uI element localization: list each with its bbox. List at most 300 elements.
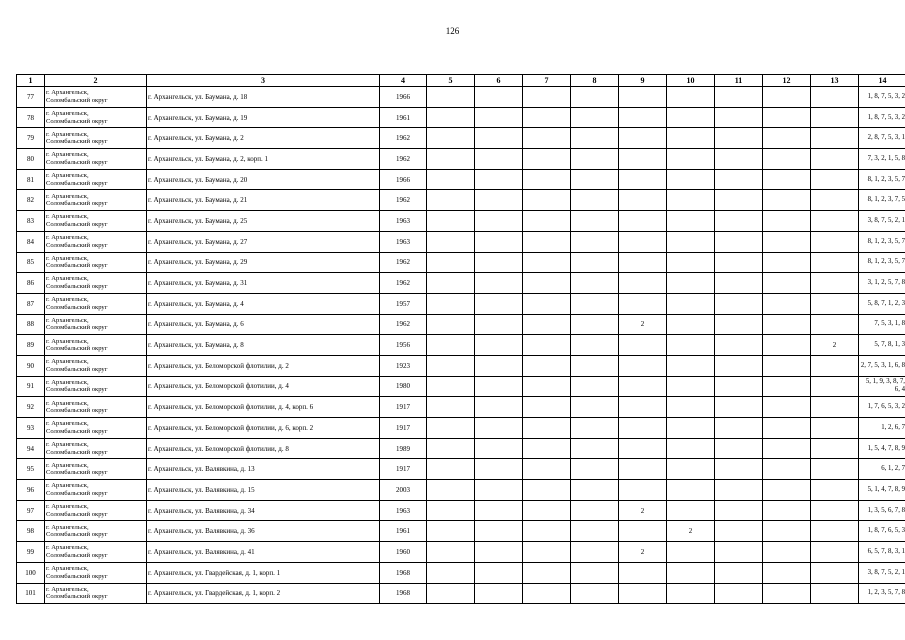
district-text: Соломбальский округ <box>46 117 108 125</box>
column-8-cell <box>571 252 619 273</box>
year-cell: 1960 <box>380 542 427 563</box>
row-number-cell: 100 <box>17 562 45 583</box>
column-5-cell <box>427 128 475 149</box>
column-8-cell <box>571 149 619 170</box>
column-9-cell <box>619 376 667 397</box>
column-5-cell <box>427 376 475 397</box>
row-number-cell: 86 <box>17 273 45 294</box>
district-cell <box>45 107 147 128</box>
column-6-cell <box>475 438 523 459</box>
column-8-cell <box>571 128 619 149</box>
address-cell: г. Архангельск, ул. Беломорской флотилии, д. 4, корп. 6 <box>147 397 380 418</box>
district-cell <box>45 583 147 604</box>
column-header: 12 <box>763 75 811 87</box>
column-6-cell <box>475 542 523 563</box>
column-8-cell <box>571 438 619 459</box>
city-text: г. Архангельск, <box>46 420 89 428</box>
column-7-cell <box>523 376 571 397</box>
column-14-cell: 5, 8, 7, 1, 2, 3 <box>859 293 905 314</box>
column-8-cell <box>571 314 619 335</box>
column-12-cell <box>763 583 811 604</box>
city-text: г. Архангельск, <box>46 192 89 200</box>
column-7-cell <box>523 128 571 149</box>
city-text: г. Архангельск, <box>46 213 89 221</box>
row-number-cell: 80 <box>17 149 45 170</box>
row-number-cell: 97 <box>17 500 45 521</box>
city-text: г. Архангельск, <box>46 358 89 366</box>
column-8-cell <box>571 376 619 397</box>
column-7-cell <box>523 480 571 501</box>
district-cell <box>45 314 147 335</box>
city-text: г. Архангельск, <box>46 461 89 469</box>
address-cell: г. Архангельск, ул. Валявкина, д. 15 <box>147 480 380 501</box>
column-9-cell <box>619 211 667 232</box>
column-7-cell <box>523 149 571 170</box>
column-5-cell <box>427 314 475 335</box>
column-11-cell <box>715 562 763 583</box>
table-body <box>17 87 905 604</box>
table-row <box>17 169 905 190</box>
column-5-cell <box>427 87 475 108</box>
column-header: 10 <box>667 75 715 87</box>
table-row <box>17 252 905 273</box>
address-cell: г. Архангельск, ул. Баумана, д. 18 <box>147 87 380 108</box>
column-5-cell <box>427 107 475 128</box>
column-5-cell <box>427 149 475 170</box>
district-text: Соломбальский округ <box>46 531 108 539</box>
district-cell <box>45 418 147 439</box>
column-10-cell <box>667 211 715 232</box>
table-row <box>17 542 905 563</box>
column-10-cell <box>667 169 715 190</box>
address-cell: г. Архангельск, ул. Баумана, д. 20 <box>147 169 380 190</box>
city-text: г. Архангельск, <box>46 275 89 283</box>
column-6-cell <box>475 231 523 252</box>
column-5-cell <box>427 231 475 252</box>
column-5-cell <box>427 273 475 294</box>
column-6-cell <box>475 107 523 128</box>
column-5-cell <box>427 397 475 418</box>
column-9-cell <box>619 87 667 108</box>
column-12-cell <box>763 500 811 521</box>
address-cell: г. Архангельск, ул. Беломорской флотилии, д. 4 <box>147 376 380 397</box>
column-10-cell <box>667 314 715 335</box>
column-14-cell: 7, 3, 2, 1, 5, 8 <box>859 149 905 170</box>
column-14-cell: 5, 7, 8, 1, 3 <box>859 335 905 356</box>
district-text: Соломбальский округ <box>46 200 108 208</box>
district-text: Соломбальский округ <box>46 303 108 311</box>
address-cell: г. Архангельск, ул. Баумана, д. 8 <box>147 335 380 356</box>
district-cell <box>45 521 147 542</box>
year-cell: 1962 <box>380 314 427 335</box>
column-13-cell <box>811 418 859 439</box>
column-6-cell <box>475 169 523 190</box>
district-cell <box>45 252 147 273</box>
column-7-cell <box>523 107 571 128</box>
column-13-cell <box>811 583 859 604</box>
table-row <box>17 480 905 501</box>
district-cell <box>45 128 147 149</box>
district-text: Соломбальский округ <box>46 220 108 228</box>
column-10-cell <box>667 418 715 439</box>
column-5-cell <box>427 169 475 190</box>
column-6-cell <box>475 273 523 294</box>
column-12-cell <box>763 211 811 232</box>
column-7-cell <box>523 500 571 521</box>
column-12-cell <box>763 335 811 356</box>
column-10-cell: 2 <box>667 521 715 542</box>
address-cell: г. Архангельск, ул. Баумана, д. 4 <box>147 293 380 314</box>
column-11-cell <box>715 583 763 604</box>
column-8-cell <box>571 169 619 190</box>
district-text: Соломбальский округ <box>46 96 108 104</box>
table-row <box>17 376 905 397</box>
column-header: 3 <box>147 75 380 87</box>
address-cell: г. Архангельск, ул. Баумана, д. 27 <box>147 231 380 252</box>
row-number-cell: 94 <box>17 438 45 459</box>
column-7-cell <box>523 355 571 376</box>
column-10-cell <box>667 252 715 273</box>
city-text: г. Архангельск, <box>46 585 89 593</box>
column-6-cell <box>475 562 523 583</box>
column-11-cell <box>715 500 763 521</box>
column-11-cell <box>715 376 763 397</box>
column-header: 7 <box>523 75 571 87</box>
column-6-cell <box>475 252 523 273</box>
column-12-cell <box>763 87 811 108</box>
column-10-cell <box>667 335 715 356</box>
column-13-cell <box>811 459 859 480</box>
district-cell <box>45 438 147 459</box>
column-14-cell: 3, 1, 2, 5, 7, 8 <box>859 273 905 294</box>
page-number: 126 <box>445 26 460 36</box>
district-text: Соломбальский округ <box>46 572 108 580</box>
column-8-cell <box>571 355 619 376</box>
year-cell: 1957 <box>380 293 427 314</box>
column-8-cell <box>571 583 619 604</box>
address-cell: г. Архангельск, ул. Беломорской флотилии, д. 8 <box>147 438 380 459</box>
column-5-cell <box>427 355 475 376</box>
row-number-cell: 82 <box>17 190 45 211</box>
year-cell: 1917 <box>380 397 427 418</box>
district-text: Соломбальский округ <box>46 510 108 518</box>
city-text: г. Архангельск, <box>46 337 89 345</box>
column-13-cell <box>811 500 859 521</box>
address-cell: г. Архангельск, ул. Баумана, д. 2, корп. 1 <box>147 149 380 170</box>
address-cell: г. Архангельск, ул. Валявкина, д. 13 <box>147 459 380 480</box>
city-text: г. Архангельск, <box>46 378 89 386</box>
column-7-cell <box>523 87 571 108</box>
column-14-cell: 1, 3, 5, 6, 7, 8 <box>859 500 905 521</box>
year-cell: 1962 <box>380 149 427 170</box>
column-8-cell <box>571 500 619 521</box>
column-14-cell: 1, 8, 7, 5, 3, 2 <box>859 107 905 128</box>
address-cell: г. Архангельск, ул. Валявкина, д. 34 <box>147 500 380 521</box>
column-13-cell <box>811 438 859 459</box>
column-11-cell <box>715 314 763 335</box>
column-10-cell <box>667 190 715 211</box>
year-cell: 1956 <box>380 335 427 356</box>
column-12-cell <box>763 521 811 542</box>
row-number-cell: 96 <box>17 480 45 501</box>
column-header: 14 <box>859 75 905 87</box>
table-row <box>17 211 905 232</box>
column-11-cell <box>715 252 763 273</box>
address-cell: г. Архангельск, ул. Гвардейская, д. 1, корп. 1 <box>147 562 380 583</box>
row-number-cell: 90 <box>17 355 45 376</box>
column-11-cell <box>715 355 763 376</box>
city-text: г. Архангельск, <box>46 503 89 510</box>
row-number-cell: 78 <box>17 107 45 128</box>
column-9-cell <box>619 335 667 356</box>
column-13-cell <box>811 376 859 397</box>
column-6-cell <box>475 335 523 356</box>
column-9-cell <box>619 128 667 149</box>
address-cell: г. Архангельск, ул. Беломорской флотилии, д. 6, корп. 2 <box>147 418 380 439</box>
table-row <box>17 107 905 128</box>
column-14-cell: 6, 5, 7, 8, 3, 1 <box>859 542 905 563</box>
column-8-cell <box>571 293 619 314</box>
city-text: г. Архангельск, <box>46 565 89 573</box>
column-9-cell <box>619 190 667 211</box>
row-number-cell: 79 <box>17 128 45 149</box>
city-text: г. Архангельск, <box>46 316 89 324</box>
column-6-cell <box>475 583 523 604</box>
column-10-cell <box>667 128 715 149</box>
column-5-cell <box>427 459 475 480</box>
city-text: г. Архангельск, <box>46 296 89 304</box>
column-12-cell <box>763 252 811 273</box>
column-header: 13 <box>811 75 859 87</box>
column-8-cell <box>571 542 619 563</box>
column-11-cell <box>715 480 763 501</box>
year-cell: 1966 <box>380 169 427 190</box>
column-10-cell <box>667 438 715 459</box>
column-11-cell <box>715 438 763 459</box>
district-cell <box>45 293 147 314</box>
table-row <box>17 418 905 439</box>
row-number-cell: 98 <box>17 521 45 542</box>
district-text: Соломбальский округ <box>46 469 108 477</box>
column-header: 4 <box>380 75 427 87</box>
district-cell <box>45 169 147 190</box>
year-cell: 1917 <box>380 459 427 480</box>
column-9-cell <box>619 149 667 170</box>
column-10-cell <box>667 293 715 314</box>
column-14-cell: 3, 8, 7, 5, 2, 1 <box>859 562 905 583</box>
column-13-cell <box>811 149 859 170</box>
column-6-cell <box>475 355 523 376</box>
column-14-cell: 8, 1, 2, 3, 5, 7 <box>859 252 905 273</box>
row-number-cell: 84 <box>17 231 45 252</box>
address-cell: г. Архангельск, ул. Баумана, д. 6 <box>147 314 380 335</box>
year-cell: 1966 <box>380 87 427 108</box>
district-cell <box>45 211 147 232</box>
column-14-cell: 5, 1, 4, 7, 8, 9 <box>859 480 905 501</box>
column-9-cell <box>619 273 667 294</box>
column-6-cell <box>475 500 523 521</box>
row-number-cell: 95 <box>17 459 45 480</box>
column-7-cell <box>523 314 571 335</box>
column-12-cell <box>763 459 811 480</box>
district-cell <box>45 500 147 521</box>
column-10-cell <box>667 562 715 583</box>
column-7-cell <box>523 169 571 190</box>
column-10-cell <box>667 500 715 521</box>
column-8-cell <box>571 459 619 480</box>
year-cell: 1923 <box>380 355 427 376</box>
district-cell <box>45 231 147 252</box>
column-5-cell <box>427 211 475 232</box>
address-cell: г. Архангельск, ул. Гвардейская, д. 1, корп. 2 <box>147 583 380 604</box>
column-14-cell: 2, 8, 7, 5, 3, 1 <box>859 128 905 149</box>
column-9-cell: 2 <box>619 314 667 335</box>
column-9-cell <box>619 521 667 542</box>
column-header: 1 <box>17 75 45 87</box>
column-12-cell <box>763 376 811 397</box>
district-cell <box>45 335 147 356</box>
year-cell: 1961 <box>380 107 427 128</box>
column-8-cell <box>571 231 619 252</box>
table-row <box>17 583 905 604</box>
column-7-cell <box>523 397 571 418</box>
district-cell <box>45 397 147 418</box>
table-row <box>17 314 905 335</box>
district-cell <box>45 87 147 108</box>
column-6-cell <box>475 190 523 211</box>
column-9-cell <box>619 562 667 583</box>
column-6-cell <box>475 459 523 480</box>
column-11-cell <box>715 293 763 314</box>
district-text: Соломбальский округ <box>46 448 108 456</box>
column-13-cell <box>811 562 859 583</box>
column-14-cell: 7, 5, 3, 1, 8 <box>859 314 905 335</box>
column-12-cell <box>763 293 811 314</box>
column-9-cell <box>619 169 667 190</box>
column-12-cell <box>763 314 811 335</box>
column-13-cell <box>811 293 859 314</box>
table-row <box>17 273 905 294</box>
column-13-cell <box>811 355 859 376</box>
column-13-cell <box>811 190 859 211</box>
row-number-cell: 85 <box>17 252 45 273</box>
column-8-cell <box>571 87 619 108</box>
column-6-cell <box>475 293 523 314</box>
column-9-cell <box>619 107 667 128</box>
column-14-cell: 1, 2, 6, 7 <box>859 418 905 439</box>
district-text: Соломбальский округ <box>46 179 108 187</box>
column-6-cell <box>475 87 523 108</box>
column-8-cell <box>571 562 619 583</box>
column-8-cell <box>571 418 619 439</box>
city-text: г. Архангельск, <box>46 482 89 490</box>
column-14-cell: 3, 8, 7, 5, 2, 1 <box>859 211 905 232</box>
column-7-cell <box>523 252 571 273</box>
column-14-cell: 1, 5, 4, 7, 8, 9 <box>859 438 905 459</box>
column-10-cell <box>667 376 715 397</box>
column-10-cell <box>667 355 715 376</box>
row-number-cell: 99 <box>17 542 45 563</box>
table-row <box>17 397 905 418</box>
column-13-cell <box>811 211 859 232</box>
header-row <box>17 75 905 87</box>
city-text: г. Архангельск, <box>46 234 89 242</box>
column-13-cell <box>811 397 859 418</box>
row-number-cell: 77 <box>17 87 45 108</box>
column-12-cell <box>763 149 811 170</box>
column-5-cell <box>427 252 475 273</box>
city-text: г. Архангельск, <box>46 399 89 407</box>
year-cell: 1963 <box>380 500 427 521</box>
district-text: Соломбальский округ <box>46 138 108 146</box>
address-cell: г. Архангельск, ул. Баумана, д. 25 <box>147 211 380 232</box>
column-header: 11 <box>715 75 763 87</box>
district-cell <box>45 459 147 480</box>
column-7-cell <box>523 562 571 583</box>
year-cell: 1961 <box>380 521 427 542</box>
column-6-cell <box>475 128 523 149</box>
column-8-cell <box>571 335 619 356</box>
column-10-cell <box>667 542 715 563</box>
year-cell: 1963 <box>380 231 427 252</box>
year-cell: 1989 <box>380 438 427 459</box>
column-8-cell <box>571 211 619 232</box>
column-header: 6 <box>475 75 523 87</box>
row-number-cell: 87 <box>17 293 45 314</box>
table-row <box>17 128 905 149</box>
column-9-cell <box>619 293 667 314</box>
column-13-cell <box>811 231 859 252</box>
column-header: 9 <box>619 75 667 87</box>
column-7-cell <box>523 583 571 604</box>
column-6-cell <box>475 418 523 439</box>
column-14-cell: 2, 7, 5, 3, 1, 6, 8 <box>859 355 905 376</box>
district-text: Соломбальский округ <box>46 489 108 497</box>
table-row <box>17 231 905 252</box>
column-5-cell <box>427 190 475 211</box>
table-row <box>17 521 905 542</box>
column-9-cell <box>619 583 667 604</box>
row-number-cell: 93 <box>17 418 45 439</box>
column-6-cell <box>475 314 523 335</box>
column-10-cell <box>667 480 715 501</box>
column-7-cell <box>523 521 571 542</box>
column-14-cell: 8, 1, 2, 3, 5, 7 <box>859 169 905 190</box>
column-5-cell <box>427 438 475 459</box>
column-13-cell <box>811 273 859 294</box>
column-11-cell <box>715 231 763 252</box>
column-8-cell <box>571 107 619 128</box>
column-12-cell <box>763 542 811 563</box>
city-text: г. Архангельск, <box>46 89 89 97</box>
table-row <box>17 500 905 521</box>
column-11-cell <box>715 418 763 439</box>
column-14-cell: 1, 8, 7, 6, 5, 3 <box>859 521 905 542</box>
column-12-cell <box>763 562 811 583</box>
district-text: Соломбальский округ <box>46 241 108 249</box>
address-cell: г. Архангельск, ул. Валявкина, д. 41 <box>147 542 380 563</box>
table-row <box>17 190 905 211</box>
column-12-cell <box>763 169 811 190</box>
column-14-cell: 8, 1, 2, 3, 7, 5 <box>859 190 905 211</box>
column-9-cell <box>619 397 667 418</box>
year-cell: 1917 <box>380 418 427 439</box>
address-cell: г. Архангельск, ул. Баумана, д. 29 <box>147 252 380 273</box>
city-text: г. Архангельск, <box>46 172 89 179</box>
column-14-cell: 6, 1, 2, 7 <box>859 459 905 480</box>
district-cell <box>45 562 147 583</box>
column-12-cell <box>763 128 811 149</box>
